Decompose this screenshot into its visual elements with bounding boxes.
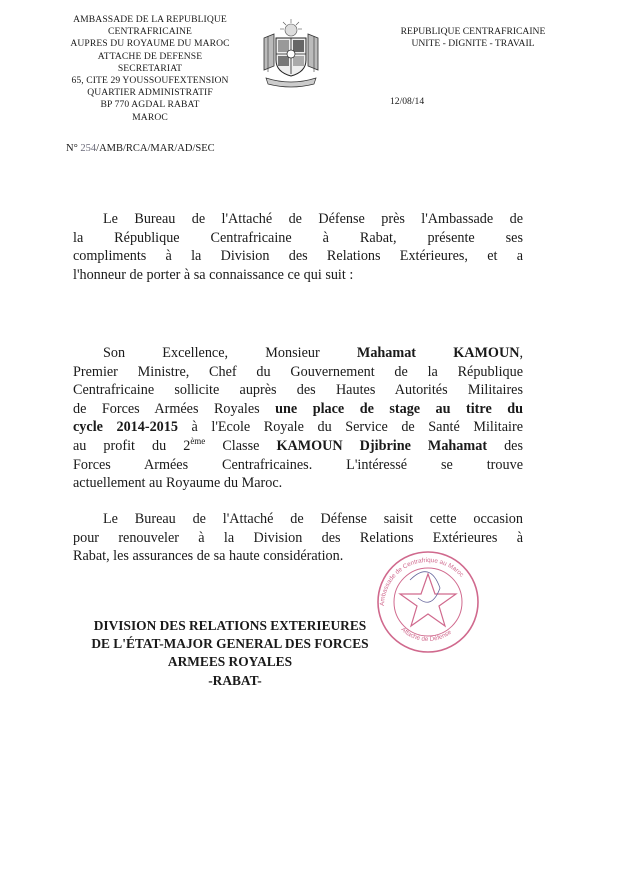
paragraph-line xyxy=(73,400,523,419)
paragraph-line: Le Bureau de l'Attaché de Défense saisit cette occasion xyxy=(103,511,523,527)
recipient-line: -RABAT- xyxy=(208,672,262,688)
stamp-inner-text: Attaché de Défense xyxy=(399,626,453,644)
paragraph-line xyxy=(73,437,523,456)
text-run: au profit du 2 xyxy=(73,437,191,454)
text-run: des xyxy=(487,437,523,454)
sender-line: ATTACHE DE DEFENSE xyxy=(97,50,203,62)
paragraph-line: l'honneur de porter à sa connaissance ce qui suit : xyxy=(73,266,354,283)
country-motto-block xyxy=(378,26,568,50)
reference-prefix: N° xyxy=(66,143,78,154)
sender-line: SECRETARIAT xyxy=(117,62,183,74)
paragraph-introduction xyxy=(73,210,523,284)
sender-line: AMBASSADE DE LA REPUBLIQUE xyxy=(73,14,227,25)
paragraph-line: compliments à la Division des Relations Extérieures, et a xyxy=(73,248,523,265)
paragraph-request xyxy=(73,344,523,493)
paragraph-line: Forces Armées Centrafricaines. L'intéressé se trouve xyxy=(73,456,523,473)
stamp-outer-text: Ambassade de Centrafrique au Maroc xyxy=(378,556,466,607)
recipient-line: ARMEES ROYALES xyxy=(167,654,293,670)
reference-serial: 254 xyxy=(80,143,97,154)
emphasis-text: cycle 2014-2015 xyxy=(73,419,178,436)
coat-of-arms-emblem xyxy=(256,16,326,90)
sender-line: 65, CITE 29 YOUSSOUFEXTENSION xyxy=(71,75,229,87)
paragraph-line: pour renouveler à la Division des Relations Extérieures à xyxy=(73,529,523,546)
reference-number xyxy=(66,143,215,154)
sender-address-block xyxy=(50,14,250,124)
sender-line: BP 770 AGDAL RABAT xyxy=(100,99,200,111)
paragraph-line xyxy=(73,344,523,363)
text-run: Son Excellence, Monsieur xyxy=(103,345,357,361)
recipient-line: DE L'ÉTAT-MAJOR GENERAL DES FORCES xyxy=(91,636,369,652)
text-run: Classe xyxy=(205,437,277,454)
recipient-block xyxy=(60,617,400,690)
paragraph-line: Centrafricaine sollicite auprès des Hautes Autorités Militaires xyxy=(73,382,523,399)
paragraph-line: Premier Ministre, Chef du Gouvernement de la République xyxy=(73,363,523,380)
recipient-line: DIVISION DES RELATIONS EXTERIEURES xyxy=(93,618,367,633)
sender-line: AUPRES DU ROYAUME DU MAROC xyxy=(70,38,230,50)
document-date: 12/08/14 xyxy=(390,96,425,107)
text-run: de Forces Armées Royales xyxy=(73,400,276,417)
paragraph-line: actuellement au Royaume du Maroc. xyxy=(73,475,283,492)
paragraph-line xyxy=(73,418,523,437)
reference-suffix: /AMB/RCA/MAR/AD/SEC xyxy=(96,143,215,154)
paragraph-line: Le Bureau de l'Attaché de Défense près l'Ambassade de xyxy=(103,211,523,227)
sender-line: QUARTIER ADMINISTRATIF xyxy=(87,87,213,99)
text-run: , xyxy=(519,345,523,361)
paragraph-line: la République Centrafricaine à Rabat, présente ses xyxy=(73,229,523,246)
country-name: REPUBLIQUE CENTRAFRICAINE xyxy=(400,26,546,37)
person-name: Mahamat KAMOUN xyxy=(356,345,520,361)
text-run: à l'Ecole Royale du Service de Santé Militaire xyxy=(177,419,524,436)
national-motto: UNITE - DIGNITE - TRAVAIL xyxy=(411,38,535,49)
person-name: KAMOUN Djibrine Mahamat xyxy=(276,437,488,454)
sender-line: CENTRAFRICAINE xyxy=(107,26,192,38)
ordinal-superscript: ème xyxy=(190,435,206,446)
emphasis-text: une place de stage au titre du xyxy=(275,400,523,417)
paragraph-line: Rabat, les assurances de sa haute considération. xyxy=(73,548,344,565)
sender-line: MAROC xyxy=(132,111,168,123)
